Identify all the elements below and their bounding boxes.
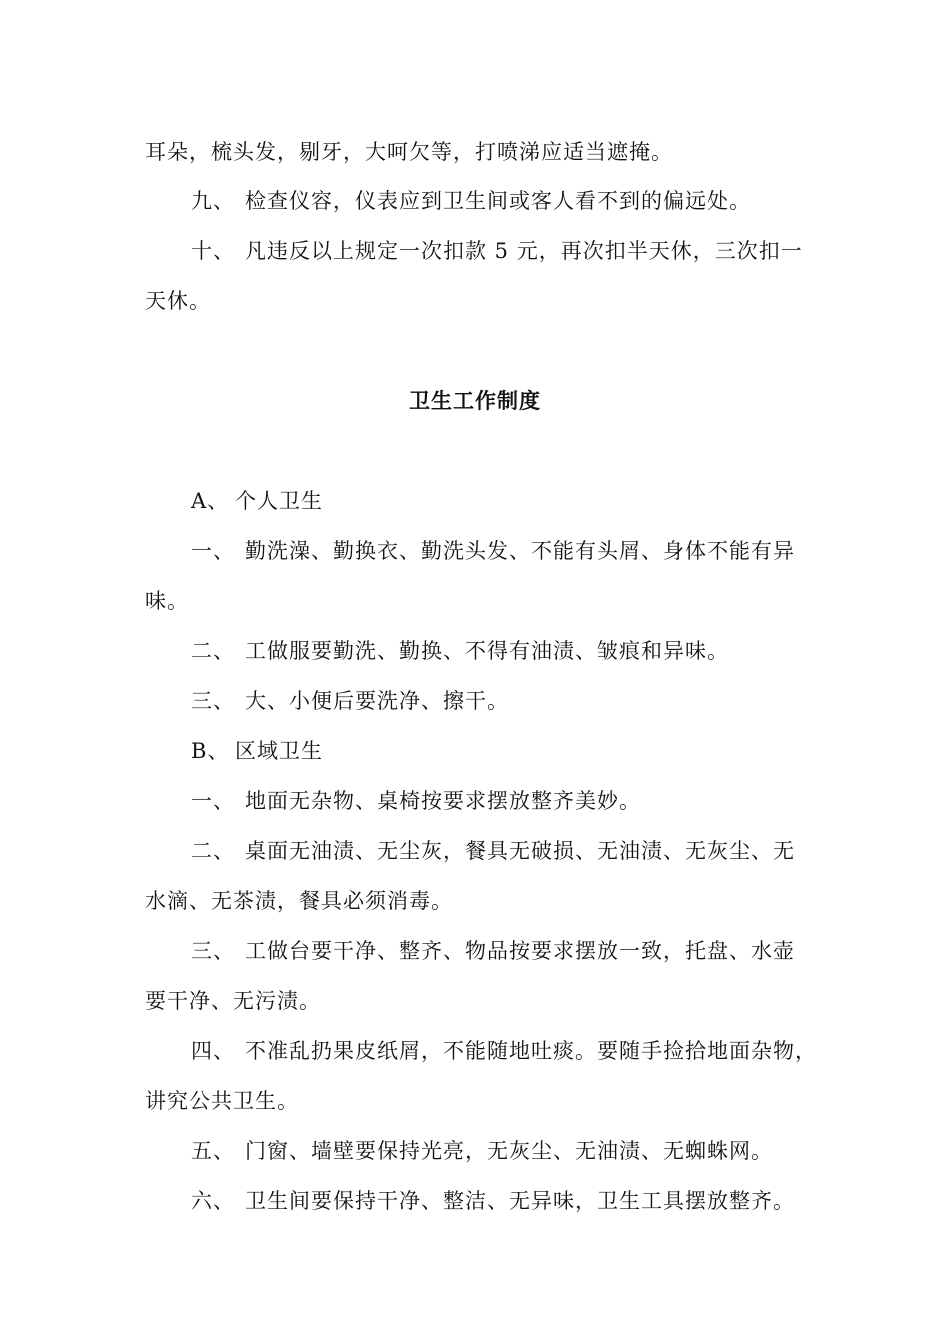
item-number: 二、 bbox=[191, 839, 235, 863]
rule-item-9 bbox=[191, 186, 861, 216]
item-number: 三、 bbox=[191, 689, 235, 713]
item-text: 不准乱扔果皮纸屑，不能随地吐痰。要随手捡拾地面杂物， bbox=[245, 1039, 817, 1063]
item-number: 一、 bbox=[191, 789, 235, 813]
item-text: 地面无杂物、桌椅按要求摆放整齐美妙。 bbox=[245, 789, 641, 813]
item-number: 二、 bbox=[191, 639, 235, 663]
section-heading-text: 区域卫生 bbox=[235, 739, 323, 763]
item-text: 检查仪容，仪表应到卫生间或客人看不到的偏远处。 bbox=[245, 189, 751, 213]
item-number: 五、 bbox=[191, 1139, 235, 1163]
item-text: 凡违反以上规定一次扣款 5 元，再次扣半天休，三次扣一 bbox=[245, 239, 803, 263]
section-b-item-3-continuation: 要干净、无污渍。 bbox=[145, 989, 321, 1013]
section-a-heading bbox=[191, 486, 861, 516]
section-b-item-2 bbox=[191, 836, 861, 866]
item-number: 十、 bbox=[191, 239, 235, 263]
item-text: 桌面无油渍、无尘灰，餐具无破损、无油渍、无灰尘、无 bbox=[245, 839, 795, 863]
section-letter: B、 bbox=[191, 739, 230, 763]
item-number: 三、 bbox=[191, 939, 235, 963]
section-b-item-1 bbox=[191, 786, 861, 816]
paragraph-line: 耳朵，梳头发，剔牙，大呵欠等，打喷涕应适当遮掩。 bbox=[145, 140, 673, 164]
section-b-item-4-continuation: 讲究公共卫生。 bbox=[145, 1089, 299, 1113]
section-b-heading bbox=[191, 736, 861, 766]
section-a-item-2 bbox=[191, 636, 861, 666]
item-number: 一、 bbox=[191, 539, 235, 563]
item-text: 卫生间要保持干净、整洁、无异味，卫生工具摆放整齐。 bbox=[245, 1189, 795, 1213]
item-text: 工做服要勤洗、勤换、不得有油渍、皱痕和异味。 bbox=[245, 639, 729, 663]
item-number: 九、 bbox=[191, 189, 235, 213]
item-text: 大、小便后要洗净、擦干。 bbox=[245, 689, 509, 713]
section-b-item-4 bbox=[191, 1036, 861, 1066]
rule-item-10-continuation: 天休。 bbox=[145, 289, 211, 313]
section-a-item-3 bbox=[191, 686, 861, 716]
section-b-item-2-continuation: 水滴、无茶渍，餐具必须消毒。 bbox=[145, 889, 453, 913]
item-text: 勤洗澡、勤换衣、勤洗头发、不能有头屑、身体不能有异 bbox=[245, 539, 795, 563]
section-b-item-3 bbox=[191, 936, 861, 966]
item-number: 四、 bbox=[191, 1039, 235, 1063]
section-heading-text: 个人卫生 bbox=[235, 489, 323, 513]
section-title: 卫生工作制度 bbox=[409, 389, 541, 413]
section-letter: A、 bbox=[191, 489, 230, 513]
section-a-item-1 bbox=[191, 536, 861, 566]
section-b-item-5 bbox=[191, 1136, 861, 1166]
section-b-item-6 bbox=[191, 1186, 861, 1216]
item-number: 六、 bbox=[191, 1189, 235, 1213]
section-a-item-1-continuation: 味。 bbox=[145, 589, 189, 613]
rule-item-10 bbox=[191, 236, 861, 266]
item-text: 工做台要干净、整齐、物品按要求摆放一致，托盘、水壶 bbox=[245, 939, 795, 963]
item-text: 门窗、墙壁要保持光亮，无灰尘、无油渍、无蜘蛛网。 bbox=[245, 1139, 773, 1163]
